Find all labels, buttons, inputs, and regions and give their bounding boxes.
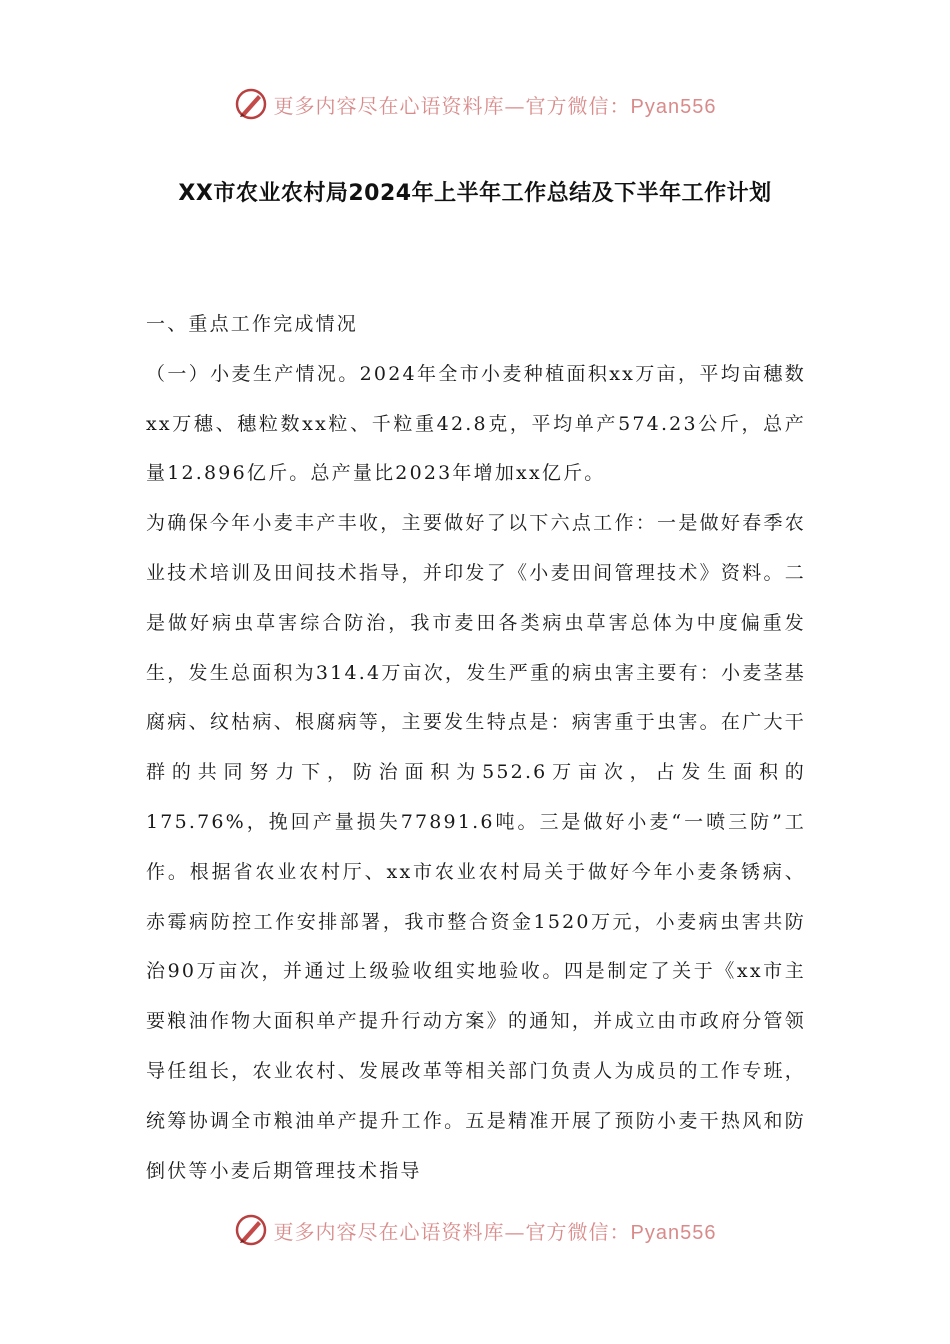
- document-body: [146, 300, 806, 1196]
- header-banner-text: 更多内容尽在心语资料库—官方微信：Pyan556: [273, 93, 717, 118]
- footer-banner: [0, 1210, 950, 1250]
- header-wechat-id: Pyan556: [630, 95, 717, 118]
- footer-banner-text: 更多内容尽在心语资料库—官方微信：Pyan556: [273, 1219, 717, 1244]
- paragraph-2: 为确保今年小麦丰产丰收，主要做好了以下六点工作：一是做好春季农业技术培训及田间技术指导，并印发了《小麦田间管理技术》资料。二是做好病虫草害综合防治，我市麦田各类病虫草害总体为中度偏重发生，发生总面积为314.4万亩次，发生严重的病虫害主要有：小麦茎基腐病、纹枯病、根腐病等，主要发生特点是：病害重于虫害。在广大干群的共同努力下，防治面积为552.6万亩次，占发生面积的175.76%，挽回产量损失77891.6吨。三是做好小麦“一喷三防”工作。根据省农业农村厅、xx市农业农村局关于做好今年小麦条锈病、赤霉病防控工作安排部署，我市整合资金1520万元，小麦病虫害共防治90万亩次，并通过上级验收组实地验收。四是制定了关于《xx市主要粮油作物大面积单产提升行动方案》的通知，并成立由市政府分管领导任组长，农业农村、发展改革等相关部门负责人为成员的工作专班，统筹协调全市粮油单产提升工作。五是精准开展了预防小麦干热风和防倒伏等小麦后期管理技术指导: [146, 512, 806, 1182]
- section-heading: 一、重点工作完成情况: [146, 313, 359, 335]
- header-banner: [0, 84, 950, 124]
- footer-wechat-id: Pyan556: [630, 1221, 717, 1244]
- pen-logo-icon: [234, 87, 268, 121]
- pen-logo-icon: [234, 1213, 268, 1247]
- document-title: XX市农业农村局2024年上半年工作总结及下半年工作计划: [178, 181, 772, 206]
- paragraph-1: （一）小麦生产情况。2024年全市小麦种植面积xx万亩，平均亩穗数xx万穗、穗粒数xx粒、千粒重42.8克，平均单产574.23公斤，总产量12.896亿斤。总产量比2023年增加xx亿斤。: [146, 362, 806, 485]
